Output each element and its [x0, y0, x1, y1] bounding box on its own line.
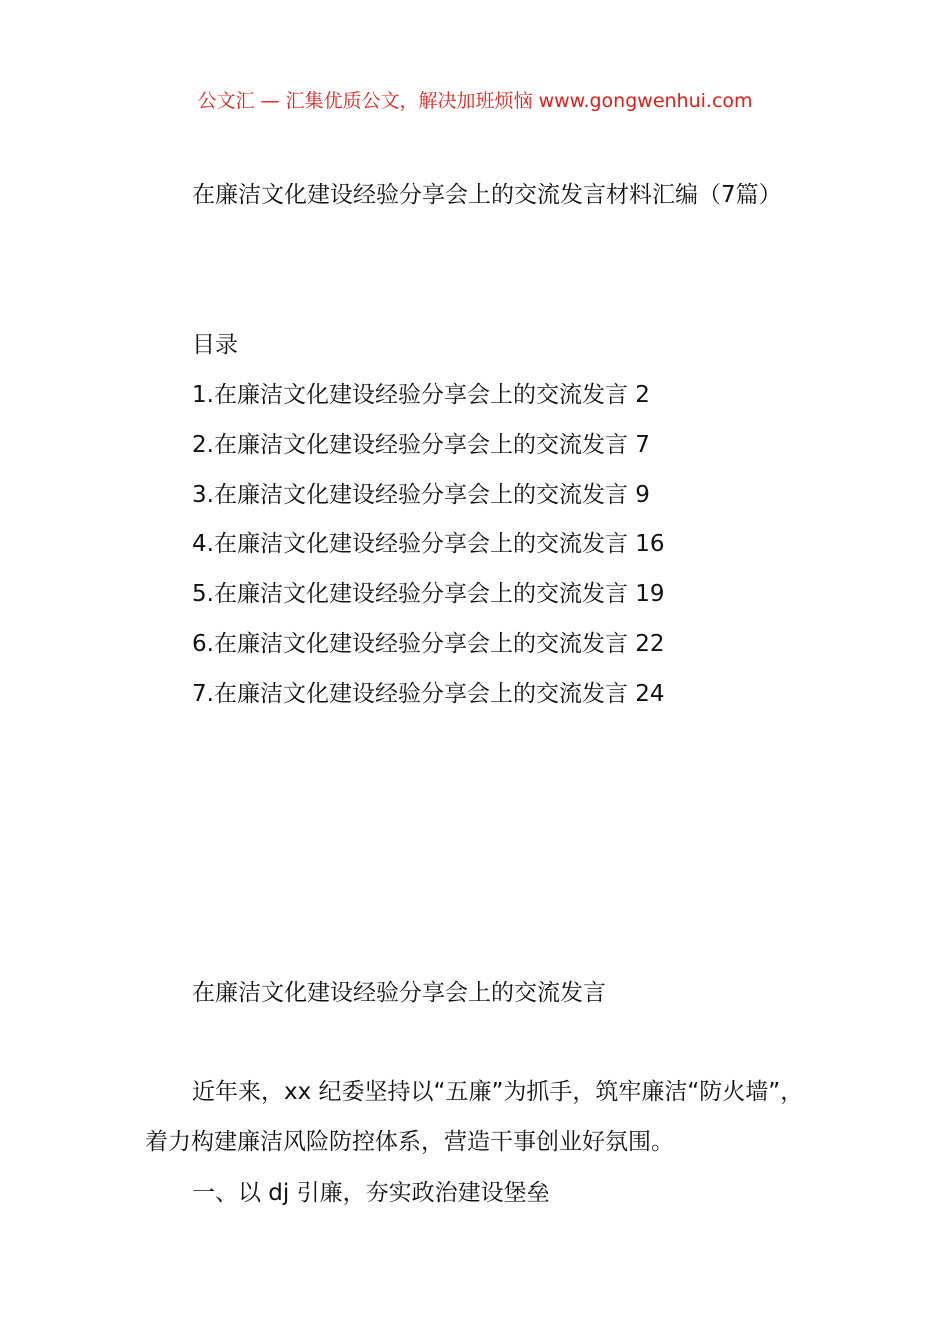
toc-heading: 目录 — [192, 332, 238, 358]
section-title: 在廉洁文化建设经验分享会上的交流发言 — [192, 980, 606, 1006]
body-paragraph: 近年来，xx 纪委坚持以“五廉”为抓手，筑牢廉洁“防火墙”，着力构建廉洁风险防控体系，营造干事创业好氛围。 — [145, 1079, 804, 1155]
toc-item: 4.在廉洁文化建设经验分享会上的交流发言 16 — [192, 531, 665, 557]
toc-item: 7.在廉洁文化建设经验分享会上的交流发言 24 — [192, 681, 665, 707]
toc-item: 6.在廉洁文化建设经验分享会上的交流发言 22 — [192, 631, 665, 657]
document-title: 在廉洁文化建设经验分享会上的交流发言材料汇编（7篇） — [192, 182, 782, 208]
site-banner: 公文汇 — 汇集优质公文，解决加班烦恼 www.gongwenhui.com — [197, 90, 753, 112]
toc-item: 5.在廉洁文化建设经验分享会上的交流发言 19 — [192, 581, 665, 607]
toc-item: 2.在廉洁文化建设经验分享会上的交流发言 7 — [192, 432, 650, 458]
subheading: 一、以 dj 引廉，夯实政治建设堡垒 — [192, 1180, 550, 1206]
toc-item: 1.在廉洁文化建设经验分享会上的交流发言 2 — [192, 382, 650, 408]
toc-item: 3.在廉洁文化建设经验分享会上的交流发言 9 — [192, 482, 650, 508]
